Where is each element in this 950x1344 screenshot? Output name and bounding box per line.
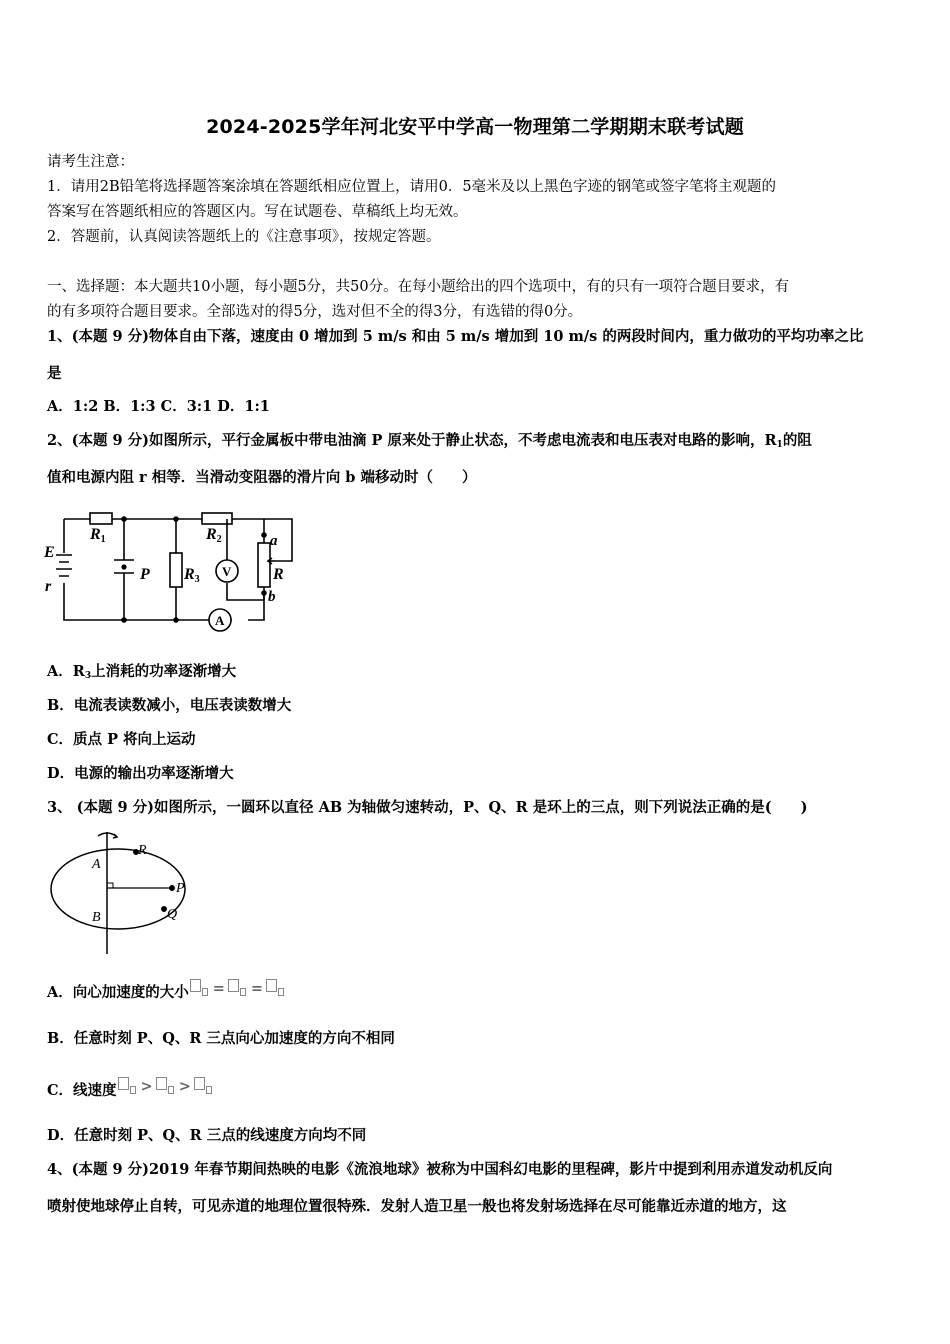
circuit-figure	[42, 505, 302, 640]
formula-placeholder-icon	[190, 979, 201, 992]
q3-option-a-text: A．向心加速度的大小	[47, 984, 189, 1001]
q2-option-d: D．电源的输出功率逐渐增大	[47, 765, 234, 782]
notice-heading: 请考生注意：	[47, 154, 134, 170]
right-angle-mark	[107, 883, 113, 888]
equals-sign: =	[250, 980, 264, 997]
q1-stem-2: 是	[47, 365, 62, 382]
greater-sign: >	[140, 1078, 153, 1095]
notice-item-2: 2．答题前，认真阅读答题纸上的《注意事项》，按规定答题。	[47, 229, 441, 245]
battery-icon	[56, 555, 72, 576]
formula-sub-icon	[168, 1086, 174, 1094]
greater-sign: >	[178, 1078, 191, 1095]
node-bottom	[122, 618, 126, 622]
node-bottom-2	[174, 618, 178, 622]
node-a	[262, 533, 266, 537]
node-b	[262, 591, 266, 595]
formula-sub-icon	[206, 1086, 212, 1094]
equals-sign: =	[212, 980, 225, 997]
rotation-arrowhead-icon	[113, 834, 117, 838]
q2-option-a-post: 上消耗的功率逐渐增大	[91, 663, 237, 680]
q3-option-d: D．任意时刻 P、Q、R 三点的线速度方向均不同	[47, 1127, 367, 1144]
resistor-r3	[170, 553, 182, 587]
q2-option-b: B．电流表读数减小，电压表读数增大	[47, 697, 292, 714]
q2-stem-2: 值和电源内阻 r 相等．当滑动变阻器的滑片向 b 端移动时（ ）	[47, 469, 477, 486]
q2-option-a-sub: 3	[84, 671, 92, 681]
formula-sub-icon	[278, 988, 284, 996]
label-r3-sub: 3	[194, 574, 200, 585]
formula-placeholder-icon	[118, 1077, 129, 1090]
label-e: E	[44, 544, 55, 561]
label-r3	[183, 566, 200, 585]
label-r1-sub: 1	[100, 534, 106, 545]
label-r3-main: R	[184, 566, 195, 583]
notice-item-1a: 1．请用2B铅笔将选择题答案涂填在答题纸相应位置上，请用0．5毫米及以上黑色字迹的钢笔或签字笔将主观题的	[47, 179, 777, 195]
formula-placeholder-icon	[156, 1077, 167, 1090]
formula-sub-icon	[130, 1086, 136, 1094]
label-point-p: P	[176, 881, 185, 896]
label-r1	[89, 526, 106, 545]
label-r1-main: R	[90, 526, 101, 543]
node-top-2	[122, 517, 126, 521]
q2-option-a	[47, 662, 907, 686]
q3-option-a	[47, 979, 907, 1003]
label-node-a: a	[270, 533, 278, 549]
ring-ellipse	[51, 849, 185, 929]
label-point-r: R	[138, 843, 147, 858]
q2-option-a-pre: A．R	[47, 663, 85, 680]
formula-placeholder-icon	[228, 979, 239, 992]
q2-option-c: C．质点 P 将向上运动	[47, 731, 196, 748]
q2-stem-1-sub: 1	[776, 440, 783, 450]
point-q	[162, 907, 166, 911]
label-r: r	[45, 578, 52, 595]
q2-stem-1-tail: 的阻	[782, 432, 812, 449]
q1-stem-1: 1、(本题 9 分)物体自由下落，速度由 0 增加到 5 m/s 和由 5 m/s 增加到 10 m/s 的两段时间内，重力做功的平均功率之比	[47, 328, 864, 345]
q4-stem-1: 4、(本题 9 分)2019 年春节期间热映的电影《流浪地球》被称为中国科幻电影的里程碑，影片中提到利用赤道发动机反向	[47, 1161, 833, 1178]
q3-option-c-text: C．线速度	[47, 1082, 117, 1099]
notice-item-1b: 答案写在答题纸相应的答题区内。写在试题卷、草稿纸上均无效。	[47, 204, 468, 220]
q3-option-b: B．任意时刻 P、Q、R 三点向心加速度的方向不相同	[47, 1030, 395, 1047]
section-intro-2: 的有多项符合题目要求。全部选对的得5分，选对但不全的得3分，有选错的得0分。	[47, 304, 583, 320]
formula-sub-icon	[240, 988, 246, 996]
q3-stem: 3、 (本题 9 分)如图所示，一圆环以直径 AB 为轴做匀速转动，P、Q、R 是环上的三点，则下列说法正确的是( )	[47, 799, 808, 816]
label-r2-main: R	[206, 526, 217, 543]
q1-options: A．1:2 B．1:3 C．3:1 D．1:1	[47, 398, 270, 415]
label-r2	[205, 526, 222, 545]
formula-placeholder-icon	[194, 1077, 205, 1090]
q3-option-c	[47, 1077, 907, 1101]
rheostat-r	[258, 543, 270, 587]
point-p	[170, 886, 174, 890]
label-point-a: A	[92, 857, 101, 872]
label-a: A	[215, 613, 225, 628]
label-rheostat: R	[273, 566, 284, 583]
label-node-b: b	[268, 589, 276, 605]
label-point-b: B	[92, 910, 101, 925]
section-intro-1: 一、选择题：本大题共10小题，每小题5分，共50分。在每小题给出的四个选项中，有的只有一项符合题目要求，有	[47, 279, 790, 295]
label-point-q: Q	[167, 907, 178, 922]
page-title: 2024-2025学年河北安平中学高一物理第二学期期末联考试题	[206, 116, 744, 138]
node-top	[174, 517, 178, 521]
q4-stem-2: 喷射使地球停止自转，可见赤道的地理位置很特殊．发射人造卫星一般也将发射场选择在尽可能靠近赤道的地方，这	[47, 1198, 787, 1215]
oil-drop-p	[122, 565, 126, 569]
resistor-r1	[90, 513, 112, 524]
q2-stem-1	[47, 431, 907, 455]
label-p: P	[140, 566, 150, 583]
label-r2-sub: 2	[216, 534, 222, 545]
q2-stem-1-text: 2、(本题 9 分)如图所示，平行金属板中带电油滴 P 原来处于静止状态，不考虑电流表和电压表对电路的影响，R	[47, 432, 777, 449]
formula-sub-icon	[202, 988, 208, 996]
formula-placeholder-icon	[266, 979, 277, 992]
label-v: V	[222, 564, 232, 579]
ring-figure	[42, 828, 202, 958]
